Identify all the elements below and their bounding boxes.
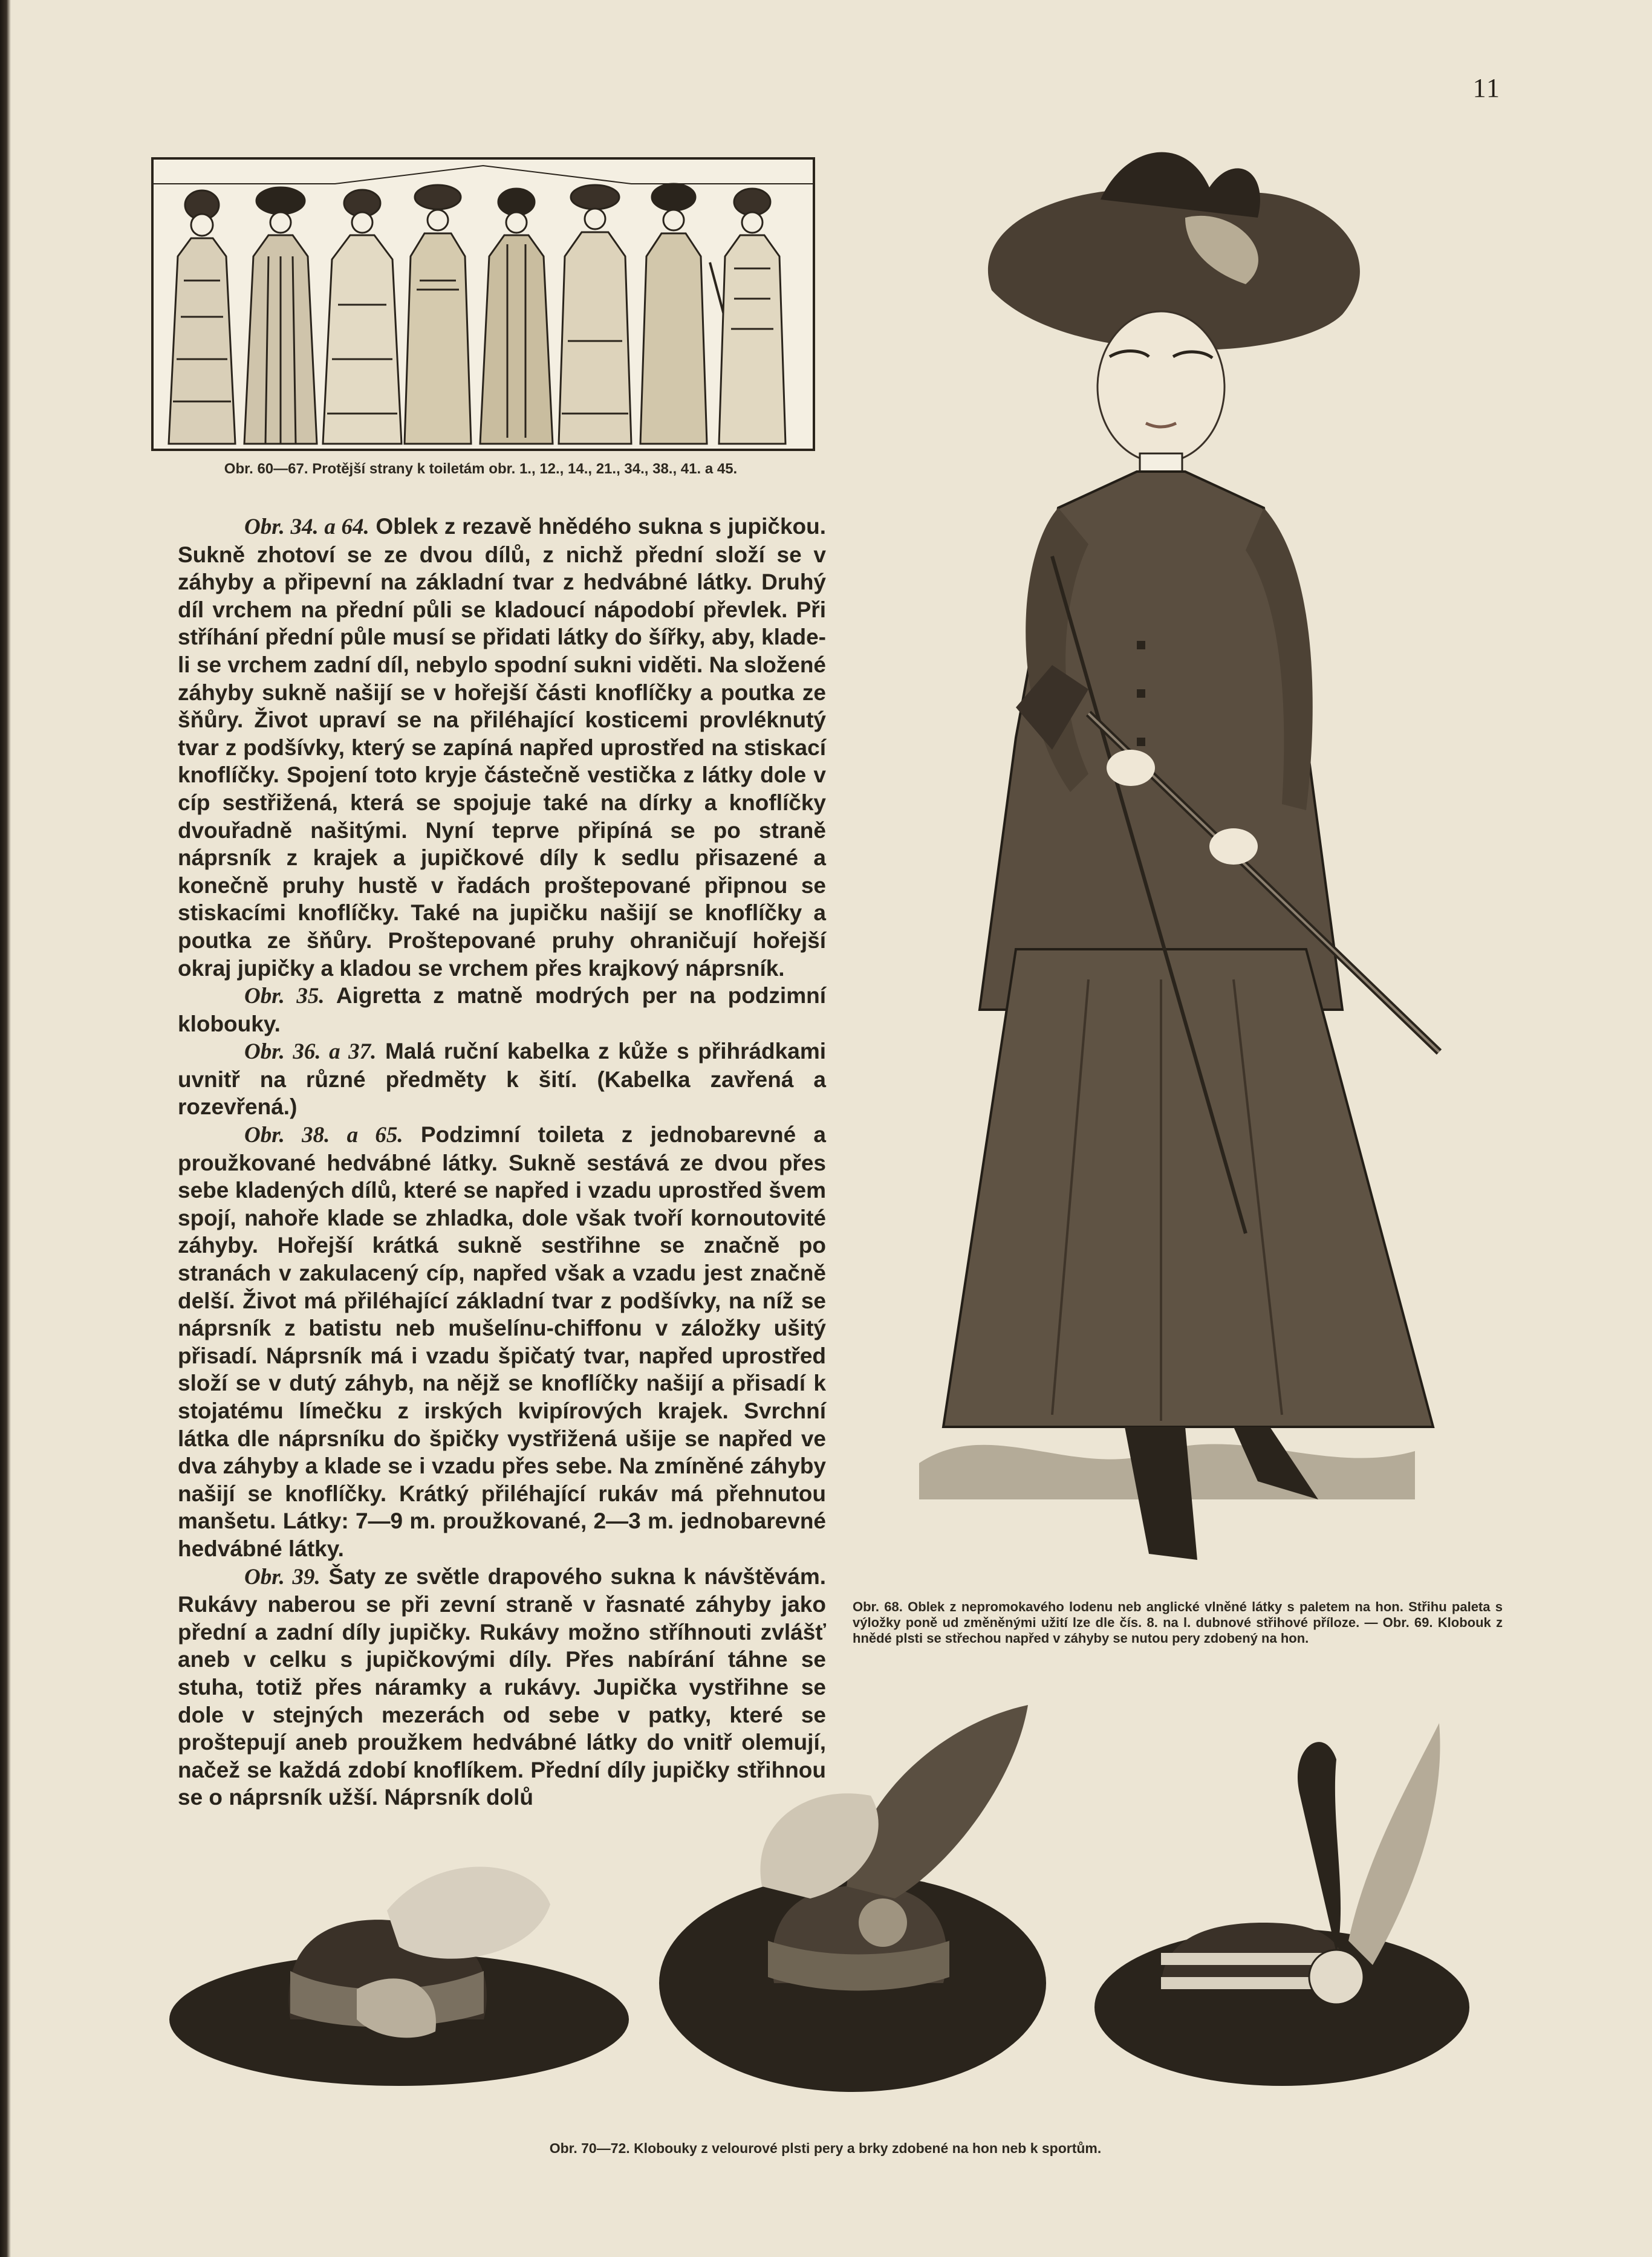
figure-reference: Obr. 34. a 64. <box>244 515 369 539</box>
fashion-plate-figures-60-67 <box>151 157 815 451</box>
hat-illustration-70 <box>157 1838 641 2098</box>
figure-caption-70-72: Obr. 70—72. Klobouky z velourové plsti pery a brky zdobené na hon neb k sportům. <box>549 2140 1102 2156</box>
page-binding-edge <box>0 0 11 2257</box>
paragraph-obr-38 <box>178 1121 826 1563</box>
hunting-outfit-illustration <box>871 133 1475 1584</box>
woman-figure-6 <box>559 185 631 444</box>
figure-caption-60-67: Obr. 60—67. Protější strany k toiletám obr. 1., 12., 14., 21., 34., 38., 41. a 45. <box>224 461 738 477</box>
woman-figure-3 <box>323 190 402 444</box>
face <box>1098 311 1224 463</box>
woman-figure-5 <box>480 189 553 444</box>
figure-reference: Obr. 35. <box>244 984 325 1009</box>
paragraph-text: Aigretta z matně modrých per na podzimní klobouky. <box>178 983 826 1036</box>
hat-illustration-72 <box>1082 1723 1481 2098</box>
hat-illustration-71 <box>653 1705 1076 2098</box>
woman-figure-8 <box>719 189 785 444</box>
figure-caption-68-69: Obr. 68. Oblek z nepromokavého lodenu neb anglické vlněné látky s paletem na hon. Střihu paleta s výložky poně ud změněnými užití lze dle čís. 8. na l. dubnové střihové příloze. — Obr. 69. Klobouk z hnědé plsti se střechou napřed v záhyby se nutou pery zdobený na hon. <box>853 1599 1503 1646</box>
woman-with-rifle-illustration <box>871 133 1475 1584</box>
figure-reference: Obr. 38. a 65. <box>244 1123 403 1148</box>
skirt <box>943 949 1433 1427</box>
paragraph-text: Podzimní toileta z jednobarevné a proužkované hedvábné látky. Sukně sestává ze dvou přes sebe kladených dílů, které se napřed i vzadu uprostřed švem spojí, nahoře klade se zhladka, dole však tvoří kornoutovité záhyby. Hořejší krátká sukně sestřihne se značně po stranách v zakulacený cíp, napřed však a vzadu jest značně delší. Život má přiléhající základní tvar z podšívky, na níž se náprsník z batistu neb mušelínu-chiffonu v záložky ušitý přisadí. Náprsník má i vzadu špičatý tvar, napřed uprostřed složí se v dutý záhyb, na nějž se knoflíčky našijí a přisadí k stojatému límečku z irských kvipírových krajek. Svrchní látka dle náprsníku do špičky vystřižená ušije se napřed ve dva záhyby a klade se i vzadu přes sebe. Na zmíněné záhyby našijí se knoflíčky. Krátký přiléhající rukáv má přehnutou manšetu. Látky: 7—9 m. proužkované, 2—3 m. jednobarevné hedvábné látky. <box>178 1122 827 1561</box>
paragraph-obr-34 <box>178 513 826 982</box>
figure-reference: Obr. 36. a 37. <box>244 1039 377 1065</box>
paragraph-obr-36 <box>178 1038 826 1121</box>
page-number: 11 <box>1472 73 1501 103</box>
paragraph-text: Malá ruční kabelka z kůže s přihrádkami uvnitř na různé předměty k šití. (Kabelka zavřená a rozevřená.) <box>178 1039 826 1120</box>
fashion-plate-illustration <box>154 160 813 449</box>
woman-figure-1 <box>169 190 235 444</box>
paragraph-text: Šaty ze světle drapového sukna k návštěvám. Rukávy naberou se při zevní straně v řasnaté záhyby jako přední a zadní díly jupičky. Rukávy možno stříhnouti zvlášť aneb v celku s jupičkovými díly. Přes nabírání táhne se stuha, totiž přes náramky a rukávy. Jupička vystřihne se dole v stejných mezerách od sebe v patky, které se proštepují aneb proužkem hedvábné látky do vnitř olemují, načež se každá zdobí knoflíkem. Přední díly jupičky střihnou se o náprsník užší. Náprsník dolů <box>178 1564 826 1810</box>
woman-figure-4 <box>405 185 471 444</box>
woman-figure-2 <box>244 187 317 444</box>
article-body <box>178 513 826 1811</box>
figure-reference: Obr. 39. <box>244 1564 320 1590</box>
paragraph-text: Oblek z rezavě hnědého sukna s jupičkou. Sukně zhotoví se ze dvou dílů, z nichž přední složí se v záhyby a připevní na základní tvar z hedvábné látky. Druhý díl vrchem na přední půli se kladoucí nápodobí převlek. Při stříhání přední půle musí se přidati látky do šířky, aby, klade-li se vrchem zadní díl, nebylo spodní sukni viděti. Na složené záhyby sukně našijí se v hořejší části knoflíčky a poutka ze šňůry. Život upraví se na přiléhající kosticemi provléknutý tvar z podšívky, který se zapíná napřed uprostřed na stiskací knoflíčky. Spojení toto kryje částečně vestička z látky dole v cíp sestřižená, která se spojuje také na dírky a knoflíčky dvouřadně našitými. Nyní teprve připíná se po straně náprsník z krajek a jupičkové díly k sedlu přisazené a konečně pruhy hustě v řadách proštepované připnou se stiskacími knoflíčky. Také na jupičku našijí se knoflíčky a poutka ze šňůry. Proštepované pruhy ohraničují hořejší okraj jupičky a kladou se vrchem přes krajkový náprsník. <box>178 514 827 981</box>
paragraph-obr-35 <box>178 982 826 1038</box>
